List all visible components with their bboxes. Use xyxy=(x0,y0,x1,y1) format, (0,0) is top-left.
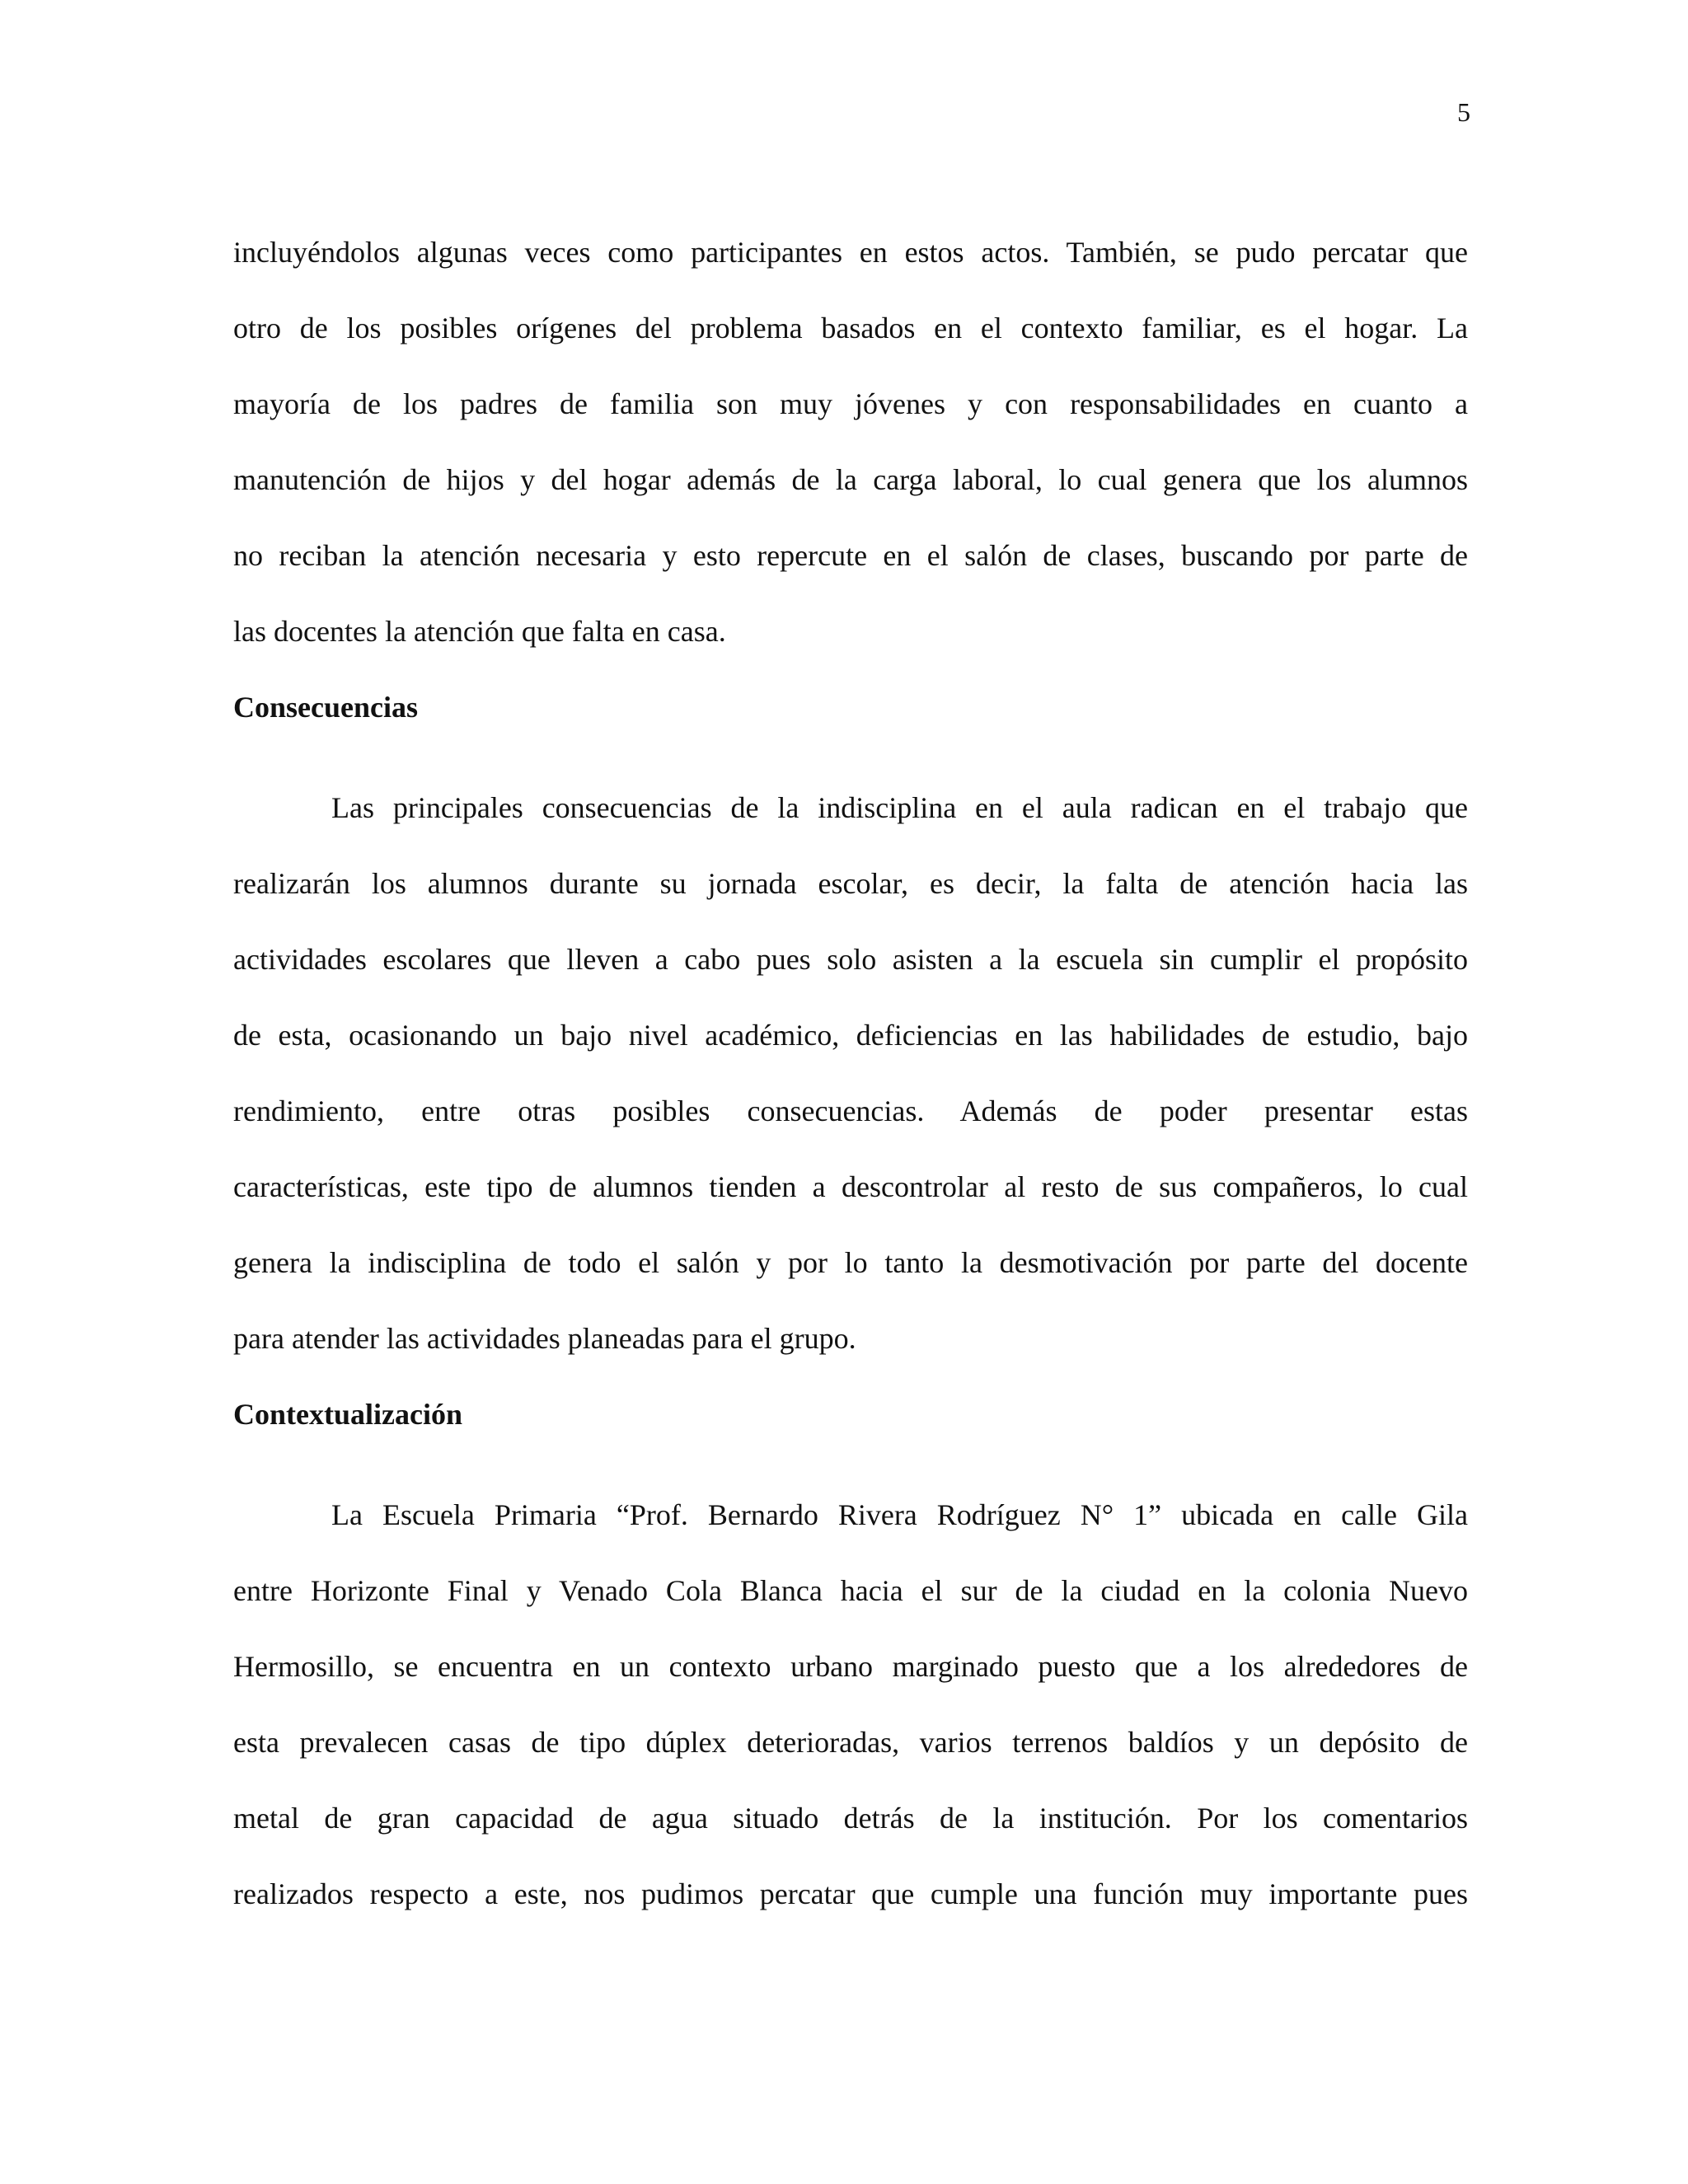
text-line: esta prevalecen casas de tipo dúplex deterioradas, varios terrenos baldíos y un depósito de xyxy=(233,1726,1468,1759)
text-line: las docentes la atención que falta en casa. xyxy=(233,615,726,648)
paragraph-continuation xyxy=(233,223,1468,677)
text-line: Hermosillo, se encuentra en un contexto urbano marginado puesto que a los alrededores de xyxy=(233,1650,1468,1683)
text-line: metal de gran capacidad de agua situado detrás de la institución. Por los comentarios xyxy=(233,1802,1468,1835)
text-line: rendimiento, entre otras posibles consecuencias. Además de poder presentar estas xyxy=(233,1094,1468,1127)
text-line: otro de los posibles orígenes del problema basados en el contexto familiar, es el hogar. La xyxy=(233,312,1468,344)
section-heading-contextualizacion: Contextualización xyxy=(233,1398,462,1431)
text-line: de esta, ocasionando un bajo nivel académico, deficiencias en las habilidades de estudio, bajo xyxy=(233,1019,1468,1052)
text-line: realizarán los alumnos durante su jornada escolar, es decir, la falta de atención hacia las xyxy=(233,867,1468,900)
page-number: 5 xyxy=(1457,97,1470,127)
text-line: realizados respecto a este, nos pudimos percatar que cumple una función muy importante pues xyxy=(233,1877,1468,1910)
section-heading-consecuencias: Consecuencias xyxy=(233,691,418,724)
text-line: no reciban la atención necesaria y esto repercute en el salón de clases, buscando por parte de xyxy=(233,539,1468,572)
text-line: manutención de hijos y del hogar además de la carga laboral, lo cual genera que los alumnos xyxy=(233,463,1468,496)
text-line: actividades escolares que lleven a cabo pues solo asisten a la escuela sin cumplir el propósito xyxy=(233,943,1468,976)
text-line: mayoría de los padres de familia son muy jóvenes y con responsabilidades en cuanto a xyxy=(233,387,1468,420)
paragraph-contextualizacion xyxy=(233,1485,1468,1940)
document-body xyxy=(233,223,1468,1940)
text-line: La Escuela Primaria “Prof. Bernardo Rivera Rodríguez N° 1” ubicada en calle Gila xyxy=(331,1498,1468,1531)
text-line: incluyéndolos algunas veces como participantes en estos actos. También, se pudo percatar que xyxy=(233,236,1468,269)
text-line: características, este tipo de alumnos tienden a descontrolar al resto de sus compañeros, lo cual xyxy=(233,1170,1468,1203)
text-line: Las principales consecuencias de la indisciplina en el aula radican en el trabajo que xyxy=(331,791,1468,824)
text-line: genera la indisciplina de todo el salón y por lo tanto la desmotivación por parte del docente xyxy=(233,1246,1468,1279)
text-line: entre Horizonte Final y Venado Cola Blanca hacia el sur de la ciudad en la colonia Nuevo xyxy=(233,1574,1468,1607)
paragraph-consecuencias xyxy=(233,778,1468,1385)
text-line: para atender las actividades planeadas para el grupo. xyxy=(233,1322,856,1355)
